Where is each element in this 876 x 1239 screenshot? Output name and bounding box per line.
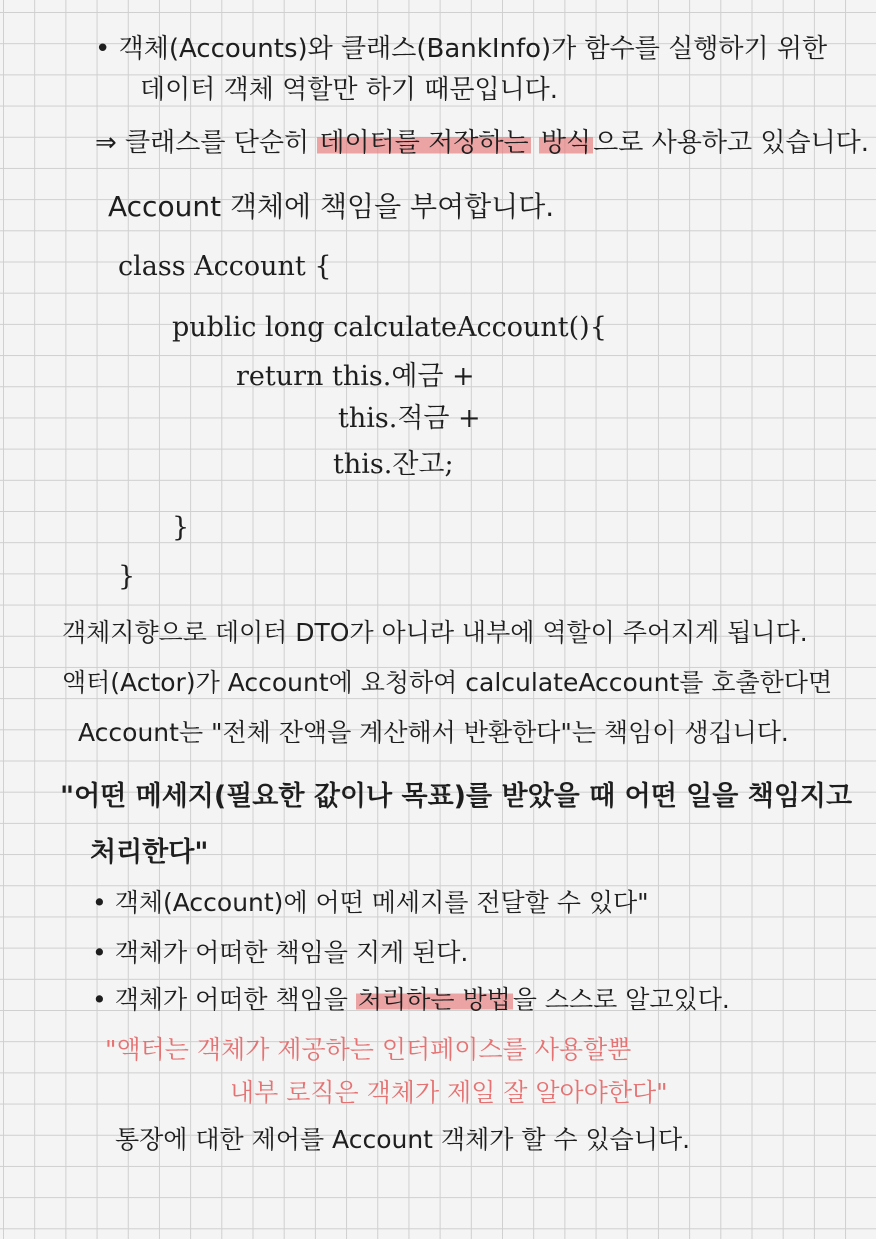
note-line-1: • 객체(Accounts)와 클래스(BankInfo)가 함수를 실행하기 위한 [95, 34, 828, 64]
red-note-2: 내부 로직은 객체가 제일 잘 알아야한다" [230, 1078, 668, 1107]
code-close-method: } [172, 512, 190, 543]
paragraph-2: 액터(Actor)가 Account에 요청하여 calculateAccount를 호출한다면 [62, 668, 833, 697]
code-savings-line: this.적금 + [338, 403, 481, 434]
bullet-3-prefix: • 객체가 어떠한 책임을 [92, 985, 348, 1014]
quote-line-2: 처리한다" [90, 837, 209, 868]
highlight-store-data: 데이터를 저장하는 [319, 128, 529, 158]
code-method-line: public long calculateAccount(){ [172, 312, 607, 343]
paragraph-1: 객체지향으로 데이터 DTO가 아니라 내부에 역할이 주어지게 됩니다. [62, 618, 808, 647]
bullet-2: • 객체가 어떠한 책임을 지게 된다. [92, 938, 469, 967]
bullet-3-suffix: 을 스스로 알고있다. [512, 985, 730, 1014]
note-line-3-suffix: 으로 사용하고 있습니다. [593, 128, 870, 158]
note-line-3 [95, 128, 869, 158]
note-line-4: Account 객체에 책임을 부여합니다. [108, 190, 555, 223]
code-close-class: } [118, 561, 136, 592]
red-note-1: "액터는 객체가 제공하는 인터페이스를 사용할뿐 [105, 1035, 632, 1064]
bullet-3 [92, 985, 730, 1015]
highlight-handling-method: 처리하는 방법 [357, 985, 511, 1014]
code-class-line: class Account { [118, 251, 332, 282]
note-line-2: 데이터 객체 역할만 하기 때문입니다. [140, 75, 559, 105]
note-line-3-prefix: ⇒ 클래스를 단순히 [95, 128, 310, 158]
closing-line: 통장에 대한 제어를 Account 객체가 할 수 있습니다. [115, 1125, 691, 1154]
bullet-1: • 객체(Account)에 어떤 메세지를 전달할 수 있다" [92, 888, 649, 917]
paragraph-3: Account는 "전체 잔액을 계산해서 반환한다"는 책임이 생깁니다. [78, 718, 789, 747]
code-balance-line: this.잔고; [333, 449, 454, 480]
highlight-method: 방식 [540, 128, 592, 158]
code-return-line: return this.예금 + [236, 361, 475, 392]
quote-line-1: "어떤 메세지(필요한 값이나 목표)를 받았을 때 어떤 일을 책임지고 [60, 781, 853, 812]
